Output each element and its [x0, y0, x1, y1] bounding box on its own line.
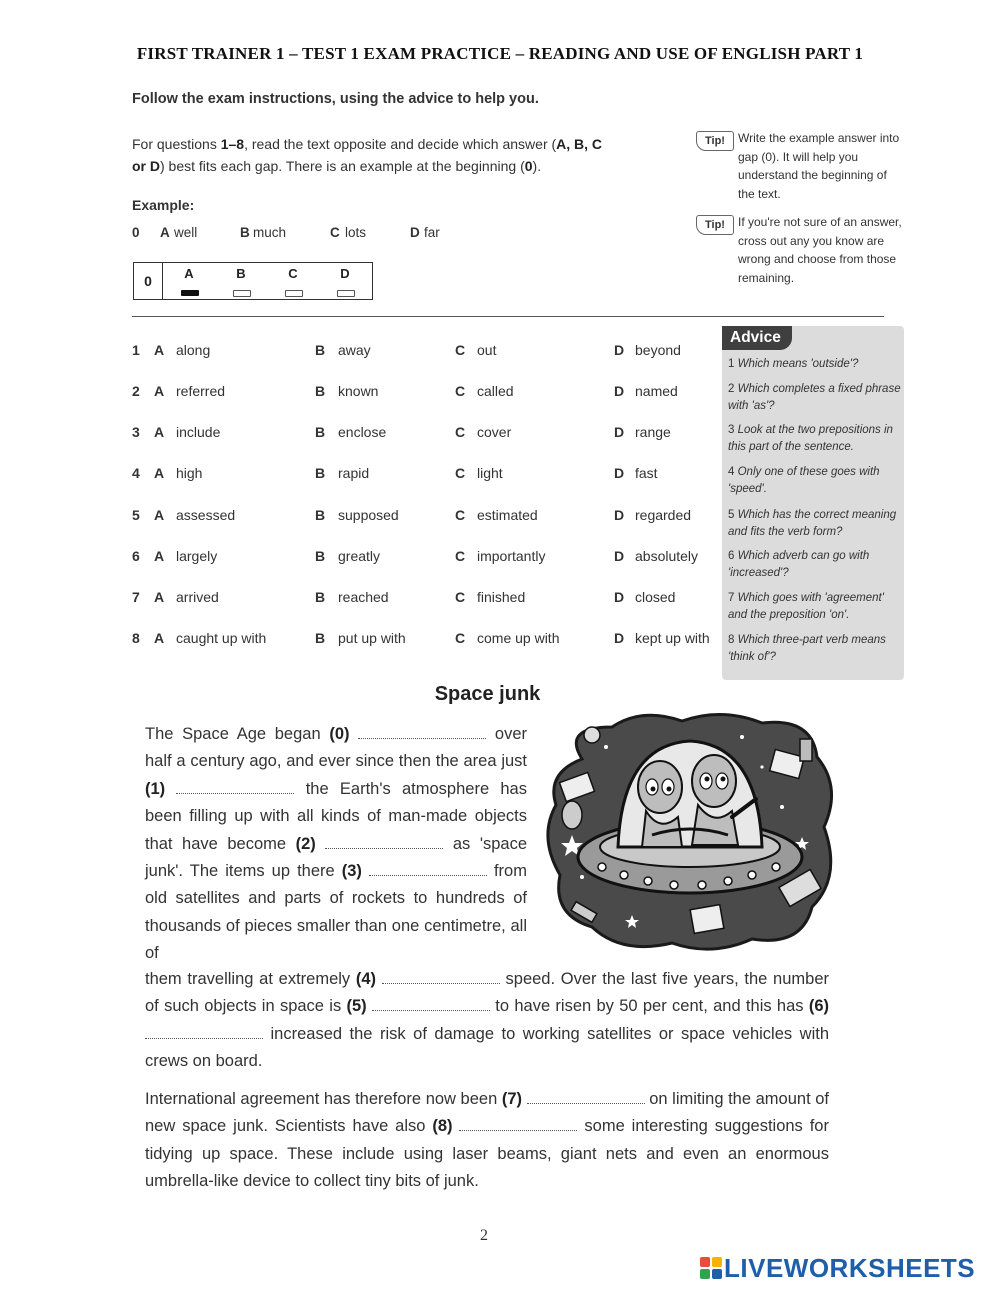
advice-item: [728, 422, 902, 456]
answer-gap[interactable]: [358, 726, 486, 739]
option-letter: B: [315, 589, 326, 605]
option-letter: B: [315, 383, 326, 399]
option-letter: A: [154, 465, 165, 481]
question-number: 8: [132, 630, 140, 646]
story-text: over half a century ago, and ever since then the area just: [145, 725, 527, 771]
section-divider: [132, 316, 884, 317]
question-number: 2: [132, 383, 140, 399]
answer-box-d[interactable]: [337, 290, 355, 297]
option-word[interactable]: called: [477, 383, 514, 399]
option-letter: D: [614, 383, 625, 399]
example-word: lots: [345, 225, 367, 240]
gap-number: (3): [341, 862, 362, 881]
gap-number: (7): [501, 1090, 523, 1108]
advice-item: [728, 590, 902, 624]
answer-gap[interactable]: [369, 863, 487, 876]
alien-pupil: [705, 777, 710, 782]
star-dot: [780, 805, 784, 809]
star-dot: [760, 765, 763, 768]
question-row: [132, 507, 717, 527]
advice-item: [728, 356, 902, 373]
star-dot: [740, 735, 744, 739]
answer-grid-letter: B: [236, 266, 246, 281]
option-word[interactable]: known: [338, 383, 379, 399]
advice-text: Look at the two prepositions in this part of the sentence.: [728, 424, 893, 453]
option-word[interactable]: away: [338, 342, 371, 358]
gap-number: (1): [145, 779, 166, 798]
option-letter: A: [154, 507, 165, 523]
question-row: [132, 630, 717, 650]
story-title: Space junk: [434, 683, 541, 705]
option-word[interactable]: absolutely: [635, 548, 699, 564]
advice-number: 1: [728, 358, 735, 370]
advice-item: [728, 507, 902, 541]
option-word[interactable]: importantly: [477, 548, 546, 564]
gap-number: (4): [355, 970, 377, 988]
option-word[interactable]: beyond: [635, 342, 681, 358]
option-letter: A: [154, 342, 165, 358]
exam-instructions: For questions 1–8, read the text opposite and decide which answer (A, B, C or D) best fits each gap. There is an example at the beginning (0).: [132, 136, 603, 174]
option-word[interactable]: include: [176, 424, 221, 440]
option-letter: A: [154, 424, 165, 440]
page-number: 2: [480, 1227, 488, 1244]
satellite-dish: [562, 801, 582, 829]
story-text: the Earth's atmosphere has been filling up with all kinds of man-made objects that have become: [145, 779, 527, 853]
story-text: increased the risk of damage to working satellites or space vehicles with crews on board.: [145, 1024, 829, 1071]
option-letter: C: [455, 589, 466, 605]
option-letter: B: [315, 630, 326, 646]
story-text: as 'space junk'. The items up there: [145, 834, 527, 881]
question-number: 1: [132, 342, 140, 358]
option-word[interactable]: put up with: [338, 630, 406, 646]
advice-title: Advice: [722, 326, 792, 350]
tip-badge: Tip!: [696, 131, 734, 151]
story-text: on limiting the amount of new space junk. Scientists have also: [145, 1090, 829, 1136]
story-text: to have risen by 50 per cent, and this has: [489, 997, 809, 1016]
question-number: 7: [132, 589, 140, 605]
light-dot: [670, 881, 678, 889]
option-letter: B: [315, 548, 326, 564]
liveworksheets-icon: [700, 1257, 722, 1279]
answer-gap[interactable]: [382, 971, 500, 984]
option-word[interactable]: regarded: [635, 507, 692, 523]
alien-pupil: [721, 777, 726, 782]
gap-number: (2): [295, 834, 316, 853]
answer-box-b[interactable]: [233, 290, 251, 297]
option-word[interactable]: closed: [635, 589, 676, 605]
answer-gap[interactable]: [527, 1091, 645, 1104]
gap-number: (5): [346, 997, 367, 1016]
story-text: them travelling at extremely: [145, 970, 356, 988]
advice-item: [728, 381, 902, 415]
answer-gap[interactable]: [372, 998, 490, 1011]
answer-box-a[interactable]: [181, 290, 199, 296]
example-label: Example:: [132, 197, 195, 213]
advice-text: Which has the correct meaning and fits the verb form?: [728, 509, 897, 538]
answer-gap[interactable]: [176, 781, 294, 794]
option-word[interactable]: cover: [477, 424, 512, 440]
answer-box-c[interactable]: [285, 290, 303, 297]
option-word[interactable]: enclose: [338, 424, 387, 440]
alien-pupil: [651, 787, 656, 792]
light-dot: [598, 863, 606, 871]
option-word[interactable]: caught up with: [176, 630, 267, 646]
example-answer-grid: [133, 262, 373, 300]
advice-text: Which means 'outside'?: [737, 358, 859, 370]
option-letter: B: [315, 424, 326, 440]
option-letter: D: [614, 465, 625, 481]
alien-head: [638, 761, 682, 813]
question-row: [132, 342, 717, 362]
advice-item: [728, 548, 902, 582]
story-text: some interesting suggestions for tidying up space. These include using laser beams, giant nets and even an enormous umbrella-like device to collect tiny bits of junk.: [145, 1117, 829, 1191]
example-letter: D: [410, 225, 420, 240]
tip-badge: Tip!: [696, 215, 734, 235]
option-word[interactable]: come up with: [477, 630, 560, 646]
answer-grid-number: 0: [134, 263, 163, 299]
question-row: [132, 548, 717, 568]
option-letter: C: [455, 424, 466, 440]
answer-grid-letter: A: [184, 266, 194, 281]
gap-number: (6): [808, 997, 829, 1016]
question-number: 5: [132, 507, 140, 523]
question-number: 4: [132, 465, 140, 481]
advice-panel: [722, 326, 904, 680]
story-text: speed. Over the last five years, the number of such objects in space is: [145, 970, 829, 1016]
advice-text: Which goes with 'agreement' and the preposition 'on'.: [728, 592, 884, 621]
advice-item: [728, 464, 902, 498]
story-paragraph-1-continued: [145, 966, 829, 1076]
debris-ball: [584, 727, 600, 743]
example-letter: B: [240, 225, 250, 240]
option-word[interactable]: supposed: [338, 507, 399, 523]
option-word[interactable]: fast: [635, 465, 658, 481]
question-number: 6: [132, 548, 140, 564]
answer-grid-letter: D: [340, 266, 350, 281]
option-letter: D: [614, 507, 625, 523]
option-letter: C: [455, 630, 466, 646]
option-word[interactable]: range: [635, 424, 671, 440]
advice-number: 6: [728, 550, 735, 562]
advice-text: Which completes a fixed phrase with 'as'?: [728, 383, 901, 412]
answer-grid-letter: C: [288, 266, 298, 281]
option-word[interactable]: rapid: [338, 465, 370, 481]
option-letter: C: [455, 507, 466, 523]
option-word[interactable]: light: [477, 465, 503, 481]
story-text: The Space Age began: [145, 725, 330, 743]
light-dot: [620, 871, 628, 879]
option-letter: B: [315, 342, 326, 358]
advice-text: Only one of these goes with 'speed'.: [728, 466, 880, 495]
light-dot: [772, 863, 780, 871]
option-letter: C: [455, 465, 466, 481]
example-letter: A: [160, 225, 170, 240]
option-letter: B: [315, 465, 326, 481]
advice-number: 8: [728, 634, 735, 646]
option-word[interactable]: high: [176, 465, 203, 481]
light-dot: [644, 877, 652, 885]
option-letter: B: [315, 507, 326, 523]
advice-number: 4: [728, 466, 735, 478]
option-word[interactable]: named: [635, 383, 678, 399]
option-word[interactable]: largely: [176, 548, 218, 564]
brand-text: LIVEWORKSHEETS: [724, 1253, 976, 1283]
option-word[interactable]: assessed: [176, 507, 236, 523]
advice-number: 7: [728, 592, 735, 604]
option-word[interactable]: greatly: [338, 548, 381, 564]
question-row: [132, 383, 717, 403]
option-letter: D: [614, 589, 625, 605]
answer-gap[interactable]: [459, 1118, 577, 1131]
story-paragraph-1-left: [145, 721, 527, 968]
advice-number: 2: [728, 383, 735, 395]
option-word[interactable]: finished: [477, 589, 526, 605]
light-dot: [748, 871, 756, 879]
example-word: well: [174, 225, 198, 240]
star-dot: [604, 745, 608, 749]
question-row: [132, 424, 717, 444]
tip-text: Write the example answer into gap (0). It will help you understand the beginning of the text.: [738, 131, 900, 201]
option-word[interactable]: reached: [338, 589, 389, 605]
example-word: far: [424, 225, 440, 240]
light-dot: [698, 881, 706, 889]
option-word[interactable]: estimated: [477, 507, 538, 523]
story-paragraph-2: [145, 1086, 829, 1196]
option-letter: D: [614, 630, 625, 646]
alien-head: [692, 755, 736, 807]
option-word[interactable]: out: [477, 342, 497, 358]
option-word[interactable]: kept up with: [635, 630, 710, 646]
example-letter: C: [330, 225, 340, 240]
answer-gap[interactable]: [325, 836, 443, 849]
answer-gap[interactable]: [145, 1026, 263, 1039]
story-text: International agreement has therefore now been: [145, 1090, 502, 1108]
gap-number: (8): [432, 1117, 453, 1136]
example-word: much: [253, 225, 287, 240]
option-letter: A: [154, 548, 165, 564]
option-letter: A: [154, 589, 165, 605]
alien-spaceship-illustration: [542, 707, 837, 955]
question-row: [132, 589, 717, 609]
option-letter: A: [154, 630, 165, 646]
option-word[interactable]: referred: [176, 383, 226, 399]
option-letter: C: [455, 342, 466, 358]
advice-number: 3: [728, 424, 735, 436]
option-letter: D: [614, 548, 625, 564]
gap-number: (0): [329, 725, 350, 743]
light-dot: [724, 877, 732, 885]
tip-text: If you're not sure of an answer, cross out any you know are wrong and choose from those remaining.: [738, 215, 902, 285]
advice-text: Which adverb can go with 'increased'?: [728, 550, 870, 579]
advice-text: Which three-part verb means 'think of'?: [728, 634, 886, 663]
option-word[interactable]: arrived: [176, 589, 219, 605]
example-number: 0: [132, 225, 140, 240]
option-letter: C: [455, 383, 466, 399]
option-letter: D: [614, 424, 625, 440]
question-row: [132, 465, 717, 485]
follow-instructions: Follow the exam instructions, using the advice to help you.: [132, 91, 539, 107]
star-dot: [580, 875, 584, 879]
option-letter: C: [455, 548, 466, 564]
alien-pupil: [667, 787, 672, 792]
option-word[interactable]: along: [176, 342, 211, 358]
solar-panel: [690, 905, 724, 934]
question-number: 3: [132, 424, 140, 440]
story-text: from old satellites and parts of rockets to hundreds of thousands of pieces smaller than one centimetre, all of: [145, 862, 527, 963]
page-header: FIRST TRAINER 1 – TEST 1 EXAM PRACTICE – READING AND USE OF ENGLISH PART 1: [136, 44, 864, 63]
option-letter: A: [154, 383, 165, 399]
advice-item: [728, 632, 902, 666]
option-letter: D: [614, 342, 625, 358]
debris-cylinder: [800, 739, 812, 761]
advice-number: 5: [728, 509, 735, 521]
